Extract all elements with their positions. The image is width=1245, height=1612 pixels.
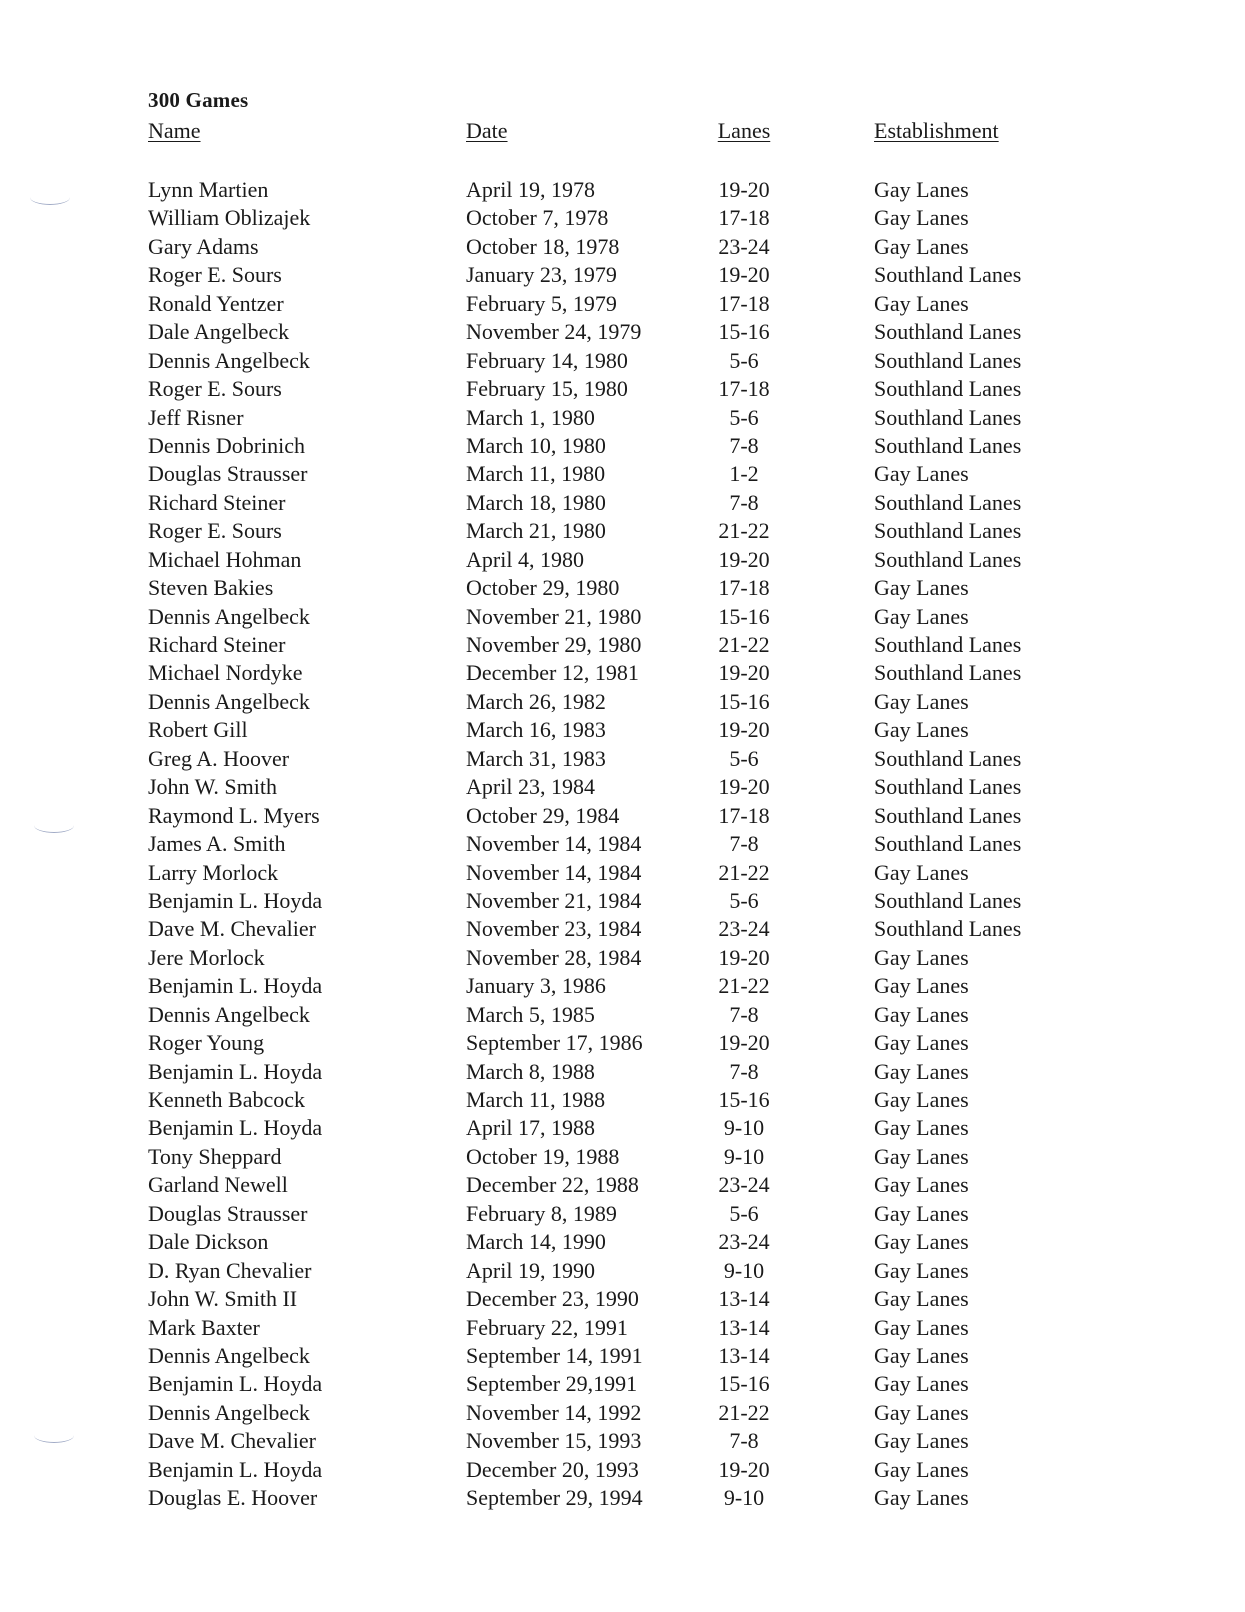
row-name: Michael Hohman: [148, 546, 302, 572]
row-name: Dale Angelbeck: [148, 319, 290, 345]
row-lanes: 15-16: [718, 688, 770, 714]
table-row: [0, 290, 1245, 318]
row-lanes: 17-18: [718, 290, 770, 316]
row-lanes: 19-20: [718, 177, 770, 202]
table-row: [0, 517, 1245, 545]
row-date: February 5, 1979: [466, 290, 617, 316]
row-name: D. Ryan Chevalier: [148, 1257, 312, 1283]
row-name: Gary Adams: [148, 233, 259, 259]
row-name: Benjamin L. Hoyda: [148, 1058, 323, 1084]
table-row: [0, 915, 1245, 943]
row-name: Jeff Risner: [148, 404, 244, 430]
header-date: Date: [466, 118, 508, 143]
table-row: [0, 773, 1245, 801]
row-date: November 15, 1993: [466, 1428, 642, 1454]
row-date: October 7, 1978: [466, 205, 609, 231]
row-establishment: Gay Lanes: [874, 1371, 969, 1397]
row-lanes: 21-22: [718, 518, 770, 544]
row-name: Dave M. Chevalier: [148, 1428, 316, 1454]
row-date: November 14, 1984: [466, 859, 642, 885]
table-body: [0, 176, 1245, 1513]
row-name: James A. Smith: [148, 831, 286, 857]
table-row: [0, 261, 1245, 289]
row-name: Steven Bakies: [148, 575, 274, 601]
row-lanes: 13-14: [718, 1314, 770, 1340]
row-establishment: Gay Lanes: [874, 1342, 969, 1368]
table-row: [0, 176, 1245, 204]
row-name: Dale Dickson: [148, 1229, 269, 1255]
table-row: [0, 318, 1245, 346]
row-name: Raymond L. Myers: [148, 802, 320, 828]
row-lanes: 15-16: [718, 1371, 770, 1397]
row-lanes: 7-8: [729, 489, 759, 515]
table-row: [0, 1427, 1245, 1455]
row-date: February 15, 1980: [466, 376, 628, 402]
row-establishment: Southland Lanes: [874, 376, 1022, 402]
row-name: Roger E. Sours: [148, 518, 282, 544]
row-date: March 11, 1988: [466, 1087, 606, 1112]
row-lanes: 23-24: [718, 916, 770, 942]
row-name: Dennis Angelbeck: [148, 1399, 310, 1425]
table-row: [0, 347, 1245, 375]
table-row: [0, 1086, 1245, 1114]
row-lanes: 17-18: [718, 802, 770, 828]
header-establishment: Establishment: [874, 118, 999, 143]
table-row: [0, 688, 1245, 716]
row-establishment: Southland Lanes: [874, 916, 1022, 942]
row-lanes: 17-18: [718, 376, 770, 402]
document-title: 300 Games: [148, 88, 249, 112]
row-lanes: 19-20: [718, 660, 770, 686]
table-row: [0, 1171, 1245, 1199]
row-name: Douglas Strausser: [148, 461, 308, 487]
table-row: [0, 489, 1245, 517]
row-date: October 19, 1988: [466, 1143, 620, 1169]
row-date: March 31, 1983: [466, 745, 606, 771]
row-lanes: 21-22: [718, 859, 770, 885]
table-row: [0, 1114, 1245, 1142]
row-name: Jere Morlock: [148, 944, 265, 970]
table-row: [0, 432, 1245, 460]
table-row: [0, 1456, 1245, 1484]
row-name: Roger E. Sours: [148, 376, 282, 402]
row-lanes: 19-20: [718, 1456, 770, 1482]
row-name: Garland Newell: [148, 1172, 288, 1198]
row-establishment: Southland Lanes: [874, 887, 1022, 913]
row-establishment: Gay Lanes: [874, 1286, 969, 1312]
row-date: March 26, 1982: [466, 688, 606, 714]
row-lanes: 19-20: [718, 1030, 770, 1056]
row-establishment: Gay Lanes: [874, 461, 969, 487]
row-date: March 21, 1980: [466, 518, 606, 544]
row-name: Dennis Angelbeck: [148, 688, 310, 714]
row-establishment: Southland Lanes: [874, 518, 1022, 544]
table-row: [0, 546, 1245, 574]
row-lanes: 9-10: [723, 1115, 765, 1141]
row-lanes: 17-18: [718, 205, 770, 231]
row-establishment: Gay Lanes: [874, 1172, 969, 1198]
row-establishment: Gay Lanes: [874, 1115, 969, 1141]
row-establishment: Gay Lanes: [874, 290, 969, 316]
row-lanes: 9-10: [723, 1485, 765, 1511]
row-name: Larry Morlock: [148, 859, 279, 885]
row-name: Benjamin L. Hoyda: [148, 1371, 323, 1397]
row-establishment: Southland Lanes: [874, 432, 1022, 458]
row-establishment: Southland Lanes: [874, 319, 1022, 345]
row-lanes: 21-22: [718, 1399, 770, 1425]
row-name: Dennis Angelbeck: [148, 1001, 310, 1027]
row-establishment: Gay Lanes: [874, 1229, 969, 1255]
row-date: November 21, 1984: [466, 887, 642, 913]
row-lanes: 17-18: [718, 575, 770, 601]
row-establishment: Gay Lanes: [874, 205, 969, 231]
row-establishment: Gay Lanes: [874, 1428, 969, 1454]
table-row: [0, 1342, 1245, 1370]
table-row: [0, 574, 1245, 602]
row-establishment: Southland Lanes: [874, 632, 1022, 657]
table-row: [0, 1370, 1245, 1398]
row-date: September 17, 1986: [466, 1030, 643, 1056]
row-establishment: Gay Lanes: [874, 1087, 969, 1112]
row-date: November 23, 1984: [466, 916, 642, 942]
row-date: September 14, 1991: [466, 1342, 643, 1368]
row-date: March 11, 1980: [466, 461, 606, 487]
table-row: [0, 830, 1245, 858]
row-date: March 1, 1980: [466, 404, 595, 430]
row-establishment: Southland Lanes: [874, 404, 1022, 430]
row-date: April 4, 1980: [466, 546, 584, 572]
row-lanes: 19-20: [718, 944, 770, 970]
row-date: February 14, 1980: [466, 347, 628, 373]
row-name: Roger E. Sours: [148, 262, 282, 288]
row-name: Roger Young: [148, 1030, 265, 1056]
row-lanes: 5-6: [729, 745, 759, 771]
row-name: Robert Gill: [148, 717, 248, 743]
row-lanes: 19-20: [718, 262, 770, 288]
row-lanes: 1-2: [729, 461, 759, 487]
row-date: March 16, 1983: [466, 717, 606, 743]
row-lanes: 5-6: [729, 887, 759, 913]
row-establishment: Gay Lanes: [874, 1001, 969, 1027]
row-name: Mark Baxter: [148, 1314, 260, 1340]
row-lanes: 21-22: [718, 632, 770, 657]
row-lanes: 7-8: [729, 1058, 759, 1084]
table-row: [0, 1399, 1245, 1427]
row-establishment: Southland Lanes: [874, 660, 1022, 686]
table-row: [0, 944, 1245, 972]
row-establishment: Southland Lanes: [874, 262, 1022, 288]
table-row: [0, 233, 1245, 261]
row-lanes: 5-6: [729, 404, 759, 430]
table-row: [0, 1029, 1245, 1057]
row-lanes: 9-10: [723, 1257, 765, 1283]
table-row: [0, 375, 1245, 403]
row-lanes: 21-22: [718, 973, 770, 999]
row-establishment: Gay Lanes: [874, 1257, 969, 1283]
row-establishment: Gay Lanes: [874, 1314, 969, 1340]
row-name: Dennis Dobrinich: [148, 432, 306, 458]
row-establishment: Southland Lanes: [874, 774, 1022, 800]
row-lanes: 7-8: [729, 831, 759, 857]
row-date: January 23, 1979: [466, 262, 617, 288]
row-date: January 3, 1986: [466, 973, 606, 999]
row-establishment: Southland Lanes: [874, 489, 1022, 515]
row-establishment: Southland Lanes: [874, 802, 1022, 828]
row-name: Richard Steiner: [148, 489, 286, 515]
row-establishment: Southland Lanes: [874, 831, 1022, 857]
row-establishment: Gay Lanes: [874, 1399, 969, 1425]
row-date: November 14, 1992: [466, 1399, 642, 1425]
row-name: John W. Smith: [148, 774, 277, 800]
row-date: September 29, 1994: [466, 1485, 643, 1511]
row-establishment: Gay Lanes: [874, 944, 969, 970]
row-establishment: Gay Lanes: [874, 973, 969, 999]
table-row: [0, 716, 1245, 744]
row-date: September 29,1991: [466, 1371, 638, 1397]
row-date: October 29, 1980: [466, 575, 620, 601]
row-date: February 8, 1989: [466, 1200, 617, 1226]
row-establishment: Gay Lanes: [874, 859, 969, 885]
row-date: October 29, 1984: [466, 802, 620, 828]
row-establishment: Gay Lanes: [874, 177, 969, 202]
row-name: Dennis Angelbeck: [148, 1342, 310, 1368]
row-name: Michael Nordyke: [148, 660, 303, 686]
row-lanes: 13-14: [718, 1286, 770, 1312]
row-establishment: Southland Lanes: [874, 546, 1022, 572]
row-date: March 14, 1990: [466, 1229, 606, 1255]
row-name: Kenneth Babcock: [148, 1087, 305, 1112]
row-date: April 17, 1988: [466, 1115, 595, 1141]
table-row: [0, 1200, 1245, 1228]
row-name: Douglas Strausser: [148, 1200, 308, 1226]
row-name: Richard Steiner: [148, 632, 286, 657]
row-name: Dave M. Chevalier: [148, 916, 316, 942]
row-name: Dennis Angelbeck: [148, 347, 310, 373]
table-row: [0, 1143, 1245, 1171]
row-lanes: 5-6: [729, 1200, 759, 1226]
table-row: [0, 745, 1245, 773]
row-date: November 29, 1980: [466, 632, 642, 657]
row-lanes: 7-8: [729, 432, 759, 458]
row-date: March 10, 1980: [466, 432, 606, 458]
row-date: March 18, 1980: [466, 489, 606, 515]
row-name: Dennis Angelbeck: [148, 603, 310, 629]
table-row: [0, 1257, 1245, 1285]
row-name: John W. Smith II: [148, 1286, 298, 1312]
table-row: [0, 887, 1245, 915]
row-date: November 24, 1979: [466, 319, 642, 345]
row-name: William Oblizajek: [148, 205, 311, 231]
row-date: December 22, 1988: [466, 1172, 639, 1198]
row-name: Ronald Yentzer: [148, 290, 284, 316]
row-name: Benjamin L. Hoyda: [148, 887, 323, 913]
row-establishment: Gay Lanes: [874, 575, 969, 601]
table-row: [0, 404, 1245, 432]
row-lanes: 7-8: [729, 1428, 759, 1454]
table-header: [0, 118, 1245, 148]
row-lanes: 15-16: [718, 1087, 770, 1112]
row-name: Benjamin L. Hoyda: [148, 1115, 323, 1141]
row-establishment: Gay Lanes: [874, 1456, 969, 1482]
row-lanes: 23-24: [718, 1172, 770, 1198]
row-establishment: Gay Lanes: [874, 1200, 969, 1226]
row-lanes: 19-20: [718, 774, 770, 800]
table-row: [0, 460, 1245, 488]
row-lanes: 23-24: [718, 1229, 770, 1255]
row-name: Greg A. Hoover: [148, 745, 290, 771]
row-name: Benjamin L. Hoyda: [148, 1456, 323, 1482]
row-name: Douglas E. Hoover: [148, 1485, 318, 1511]
row-date: October 18, 1978: [466, 233, 620, 259]
row-establishment: Gay Lanes: [874, 1485, 969, 1511]
table-row: [0, 1228, 1245, 1256]
table-row: [0, 603, 1245, 631]
row-date: March 8, 1988: [466, 1058, 595, 1084]
row-name: Lynn Martien: [148, 177, 269, 202]
table-row: [0, 631, 1245, 659]
row-date: November 28, 1984: [466, 944, 642, 970]
table-row: [0, 659, 1245, 687]
row-establishment: Southland Lanes: [874, 347, 1022, 373]
row-lanes: 9-10: [723, 1143, 765, 1169]
row-lanes: 15-16: [718, 319, 770, 345]
row-lanes: 15-16: [718, 603, 770, 629]
row-establishment: Gay Lanes: [874, 1030, 969, 1056]
row-establishment: Gay Lanes: [874, 717, 969, 743]
row-establishment: Gay Lanes: [874, 688, 969, 714]
table-row: [0, 1314, 1245, 1342]
row-lanes: 13-14: [718, 1342, 770, 1368]
row-date: February 22, 1991: [466, 1314, 628, 1340]
row-establishment: Gay Lanes: [874, 1058, 969, 1084]
table-row: [0, 1058, 1245, 1086]
table-row: [0, 204, 1245, 232]
row-date: April 19, 1978: [466, 177, 595, 202]
row-date: December 12, 1981: [466, 660, 639, 686]
row-lanes: 5-6: [729, 347, 759, 373]
row-establishment: Gay Lanes: [874, 233, 969, 259]
row-lanes: 7-8: [729, 1001, 759, 1027]
table-row: [0, 802, 1245, 830]
row-name: Benjamin L. Hoyda: [148, 973, 323, 999]
header-name: Name: [148, 118, 201, 143]
row-date: April 19, 1990: [466, 1257, 595, 1283]
row-date: November 14, 1984: [466, 831, 642, 857]
row-lanes: 19-20: [718, 717, 770, 743]
row-establishment: Gay Lanes: [874, 603, 969, 629]
row-date: December 23, 1990: [466, 1286, 639, 1312]
row-establishment: Gay Lanes: [874, 1143, 969, 1169]
table-row: [0, 859, 1245, 887]
row-name: Tony Sheppard: [148, 1143, 282, 1169]
table-row: [0, 972, 1245, 1000]
row-date: November 21, 1980: [466, 603, 642, 629]
row-lanes: 19-20: [718, 546, 770, 572]
table-row: [0, 1484, 1245, 1512]
row-date: March 5, 1985: [466, 1001, 595, 1027]
header-lanes: Lanes: [717, 118, 771, 143]
row-lanes: 23-24: [718, 233, 770, 259]
row-establishment: Southland Lanes: [874, 745, 1022, 771]
table-row: [0, 1001, 1245, 1029]
row-date: December 20, 1993: [466, 1456, 639, 1482]
row-date: April 23, 1984: [466, 774, 595, 800]
table-row: [0, 1285, 1245, 1313]
